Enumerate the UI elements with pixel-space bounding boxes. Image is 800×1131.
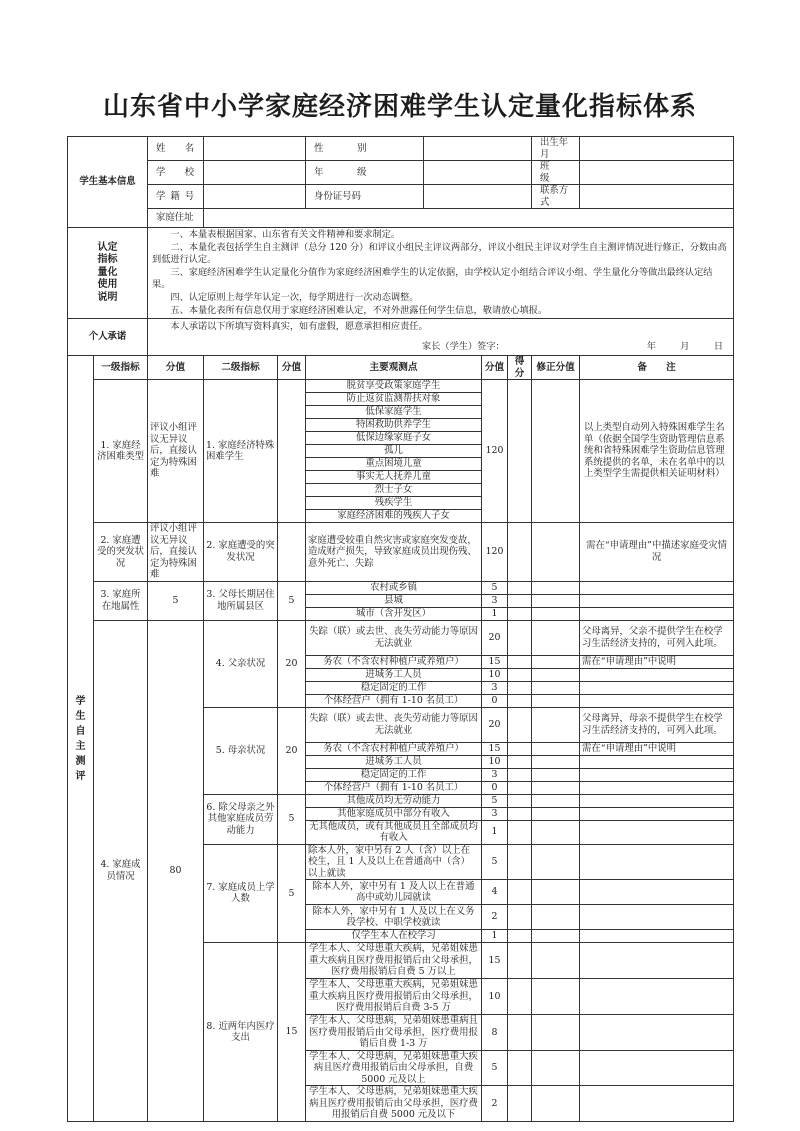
school-value[interactable] <box>204 161 306 185</box>
medical-value: 15 <box>482 943 508 979</box>
medical-item: 学生本人、父母患病，兄弟姐妹患重大疾病且医疗费用报销后由父母承担，医疗费用报销后自费 5000 元及以下 <box>306 1086 482 1122</box>
header-score2: 分值 <box>278 356 306 380</box>
criteria-line-1: 一、本量表根据国家、山东省有关文件精神和要求制定。 <box>170 229 401 240</box>
mother-value: 20 <box>482 707 508 742</box>
mother-score2: 20 <box>278 707 306 794</box>
class-value[interactable] <box>580 161 734 185</box>
header-level2: 二级指标 <box>204 356 278 380</box>
father-value: 10 <box>482 668 508 681</box>
medical-value: 8 <box>482 1015 508 1051</box>
promise-text: 本人承诺以下所填写资料真实，如有虚假，愿意承担相应责任。 <box>170 320 428 332</box>
sec2-fix[interactable] <box>532 523 580 582</box>
medical-item: 学生本人、父母患病，兄弟姐妹患重大疾病且医疗费用报销后由父母承担，自费 5000 元及以上 <box>306 1050 482 1086</box>
birth-value[interactable] <box>580 137 734 161</box>
sec3-score: 5 <box>148 581 204 620</box>
criteria-line-4: 四、认定原则上每学年认定一次，每学期进行一次动态调整。 <box>170 291 419 303</box>
medical-score2: 15 <box>278 943 306 1122</box>
father-value: 3 <box>482 681 508 694</box>
xueji-value[interactable] <box>204 185 306 209</box>
sec1-item: 防止返贫监测帮扶对象 <box>306 393 482 406</box>
others-level2: 6. 除父母亲之外其他家庭成员劳动能力 <box>204 794 278 844</box>
header-obs: 主要观测点 <box>306 356 482 380</box>
criteria-label: 认定 指标 量化 使用 说明 <box>68 228 148 319</box>
sign-date[interactable]: 年 月 日 <box>646 341 726 353</box>
address-label: 家庭住址 <box>148 209 204 228</box>
sec1-item: 孤儿 <box>306 445 482 458</box>
self-eval-label: 学 生 自 主 测 评 <box>68 356 94 1122</box>
idcard-label: 身份证号码 <box>306 185 424 209</box>
sec3-value: 1 <box>482 607 508 620</box>
medical-value: 2 <box>482 1086 508 1122</box>
sec3-value: 5 <box>482 581 508 594</box>
students-value: 4 <box>482 880 508 905</box>
sec2-level1: 2. 家庭遭受的突发状况 <box>94 523 148 582</box>
sec4-score: 80 <box>148 620 204 1122</box>
grade-label: 年 级 <box>306 161 424 185</box>
father-level2: 4. 父亲状况 <box>204 620 278 707</box>
sec4-level1: 4. 家庭成员情况 <box>94 620 148 1122</box>
medical-value: 5 <box>482 1050 508 1086</box>
sec1-item: 事实无人抚养儿童 <box>306 471 482 484</box>
sec3-item: 城市（含开发区） <box>306 607 482 620</box>
father-value: 15 <box>482 655 508 668</box>
sec1-score: 评议小组评议无异议后，直接认定为特殊困难 <box>148 380 204 523</box>
sec1-level1: 1. 家庭经济困难类型 <box>94 380 148 523</box>
mother-remark1: 父母离异，母亲不提供学生在校学习生活经济支持的，可列入此项。 <box>580 707 734 742</box>
contact-value[interactable] <box>580 185 734 209</box>
mother-value: 10 <box>482 755 508 768</box>
school-label: 学 校 <box>148 161 204 185</box>
name-label: 姓 名 <box>148 137 204 161</box>
others-item: 其他成员均无劳动能力 <box>306 794 482 807</box>
sec1-item: 家庭经济困难的残疾人子女 <box>306 510 482 523</box>
sec1-item: 脱贫享受政策家庭学生 <box>306 380 482 393</box>
criteria-line-5: 五、本量化表所有信息仅用于家庭经济困难认定，不对外泄露任何学生信息，敬请放心填报。 <box>170 304 548 316</box>
others-value: 5 <box>482 794 508 807</box>
sec3-item: 县城 <box>306 594 482 607</box>
father-item: 务农（不含农村种植户或养殖户） <box>306 655 482 668</box>
criteria-text <box>148 228 734 319</box>
sec1-item: 低保家庭学生 <box>306 406 482 419</box>
mother-value: 3 <box>482 768 508 781</box>
sign-label[interactable]: 家长（学生）签字： <box>422 341 505 353</box>
header-score: 分值 <box>148 356 204 380</box>
father-value: 20 <box>482 620 508 655</box>
grade-value[interactable] <box>424 161 532 185</box>
students-value: 1 <box>482 930 508 943</box>
sec2-level2: 2. 家庭遭受的突发状况 <box>204 523 278 582</box>
xueji-label: 学 籍 号 <box>148 185 204 209</box>
idcard-value[interactable] <box>424 185 532 209</box>
father-value: 0 <box>482 694 508 707</box>
students-value: 2 <box>482 905 508 930</box>
father-item: 稳定固定的工作 <box>306 681 482 694</box>
sec1-item: 重点困境儿童 <box>306 458 482 471</box>
mother-item: 进城务工人员 <box>306 755 482 768</box>
others-item: 其他家庭成员中部分有收入 <box>306 807 482 820</box>
medical-item: 学生本人、父母患病，兄弟姐妹患重病且医疗费用报销后由父母承担，医疗费用报销后自费 1-3 万 <box>306 1015 482 1051</box>
sec1-fix[interactable] <box>532 380 580 523</box>
father-item: 进城务工人员 <box>306 668 482 681</box>
mother-remark2: 需在“申请理由”中说明 <box>580 742 734 755</box>
contact-label: 联系方式 <box>532 185 580 209</box>
sec2-score: 评议小组评议无异议后，直接认定为特殊困难 <box>148 523 204 582</box>
others-score2: 5 <box>278 794 306 844</box>
sec2-item: 家庭遭受较重自然灾害或家庭突发变故，造成财产损失，导致家庭成员出现伤残、意外死亡、失踪 <box>306 523 482 582</box>
father-remark1: 父母离异，父亲不提供学生在校学习生活经济支持的，可列入此项。 <box>580 620 734 655</box>
sec1-got[interactable] <box>508 380 532 523</box>
sec2-remark: 需在“申请理由”中描述家庭受灾情况 <box>580 523 734 582</box>
sec3-item: 农村或乡镇 <box>306 581 482 594</box>
students-item: 除本人外，家中另有 1 人及以上在义务段学校、中职学校就读 <box>306 905 482 930</box>
students-item: 除本人外，家中另有 1 及人以上在普通高中或幼儿园就读 <box>306 880 482 905</box>
header-level1: 一级指标 <box>94 356 148 380</box>
promise-label: 个人承诺 <box>68 319 148 356</box>
class-label: 班 级 <box>532 161 580 185</box>
sec2-got[interactable] <box>508 523 532 582</box>
medical-level2: 8. 近两年内医疗支出 <box>204 943 278 1122</box>
sec1-item: 特困救助供养学生 <box>306 419 482 432</box>
promise-cell <box>148 319 734 356</box>
father-remark2: 需在“申请理由”中说明 <box>580 655 734 668</box>
sec2-value: 120 <box>482 523 508 582</box>
header-fix: 修正分值 <box>532 356 580 380</box>
students-item: 仅学生本人在校学习 <box>306 930 482 943</box>
mother-level2: 5. 母亲状况 <box>204 707 278 794</box>
medical-item: 学生本人、父母患重大疾病，兄弟姐妹患重大疾病且医疗费用报销后由父母承担，医疗费用报销后自费 5 万以上 <box>306 943 482 979</box>
sec1-item: 残疾学生 <box>306 497 482 510</box>
criteria-line-2: 二、本量化表包括学生自主测评（总分 120 分）和评议小组民主评议两部分，评议小组民主评议对学生自主测评情况进行修正，分数由高到低进行认定。 <box>152 241 727 266</box>
sec1-remark: 以上类型自动列入特殊困难学生名单（依据全国学生资助管理信息系统和省特殊困难学生资助信息管理系统提供的名单，未在名单中的以上类型学生需提供相关证明材料） <box>580 380 734 523</box>
others-value: 3 <box>482 807 508 820</box>
sec3-value: 3 <box>482 594 508 607</box>
gender-label: 性 别 <box>306 137 424 161</box>
mother-value: 0 <box>482 781 508 794</box>
mother-value: 15 <box>482 742 508 755</box>
students-item: 除本人外，家中另有 2 人（含）以上在校生，且 1 人及以上在普通高中（含）以上就读 <box>306 844 482 880</box>
sec3-level1: 3. 家庭所在地属性 <box>94 581 148 620</box>
sec3-score2: 5 <box>278 581 306 620</box>
header-remark: 备 注 <box>580 356 734 380</box>
mother-item: 个体经营户（拥有 1-10 名员工） <box>306 781 482 794</box>
sec1-level2: 1. 家庭经济特殊困难学生 <box>204 380 278 523</box>
mother-item: 稳定固定的工作 <box>306 768 482 781</box>
medical-value: 10 <box>482 979 508 1015</box>
father-score2: 20 <box>278 620 306 707</box>
criteria-line-3: 三、家庭经济困难学生认定量化分值作为家庭经济困难学生的认定依据，由学校认定小组结合评议小组、学生量化分等做出最终认定结果。 <box>152 266 713 291</box>
birth-label: 出生年月 <box>532 137 580 161</box>
students-level2: 7. 家庭成员上学人数 <box>204 844 278 943</box>
gender-value[interactable] <box>424 137 532 161</box>
others-item: 无其他成员，或有其他成员且全部成员均有收入 <box>306 820 482 844</box>
assessment-table <box>67 136 734 1122</box>
sec1-item: 烈士子女 <box>306 484 482 497</box>
others-value: 1 <box>482 820 508 844</box>
mother-item: 务农（不含农村种植户或养殖户） <box>306 742 482 755</box>
header-score3: 分值 <box>482 356 508 380</box>
mother-item: 失踪（联）或去世、丧失劳动能力等原因无法就业 <box>306 707 482 742</box>
sec1-value: 120 <box>482 380 508 523</box>
basic-info-label: 学生基本信息 <box>68 137 148 228</box>
name-value[interactable] <box>204 137 306 161</box>
students-score2: 5 <box>278 844 306 943</box>
sec1-item: 低保边缘家庭子女 <box>306 432 482 445</box>
address-value[interactable] <box>204 209 734 228</box>
medical-item: 学生本人、父母患重大疾病，兄弟姐妹患重大疾病且医疗费用报销后由父母承担，医疗费用报销后自费 3-5 万 <box>306 979 482 1015</box>
father-item: 失踪（联）或去世、丧失劳动能力等原因无法就业 <box>306 620 482 655</box>
header-got: 得分 <box>508 356 532 380</box>
sec3-level2: 3. 父母长期居住地所属县区 <box>204 581 278 620</box>
father-item: 个体经营户（拥有 1-10 名员工） <box>306 694 482 707</box>
students-value: 5 <box>482 844 508 880</box>
page-title: 山东省中小学家庭经济困难学生认定量化指标体系 <box>102 92 697 122</box>
